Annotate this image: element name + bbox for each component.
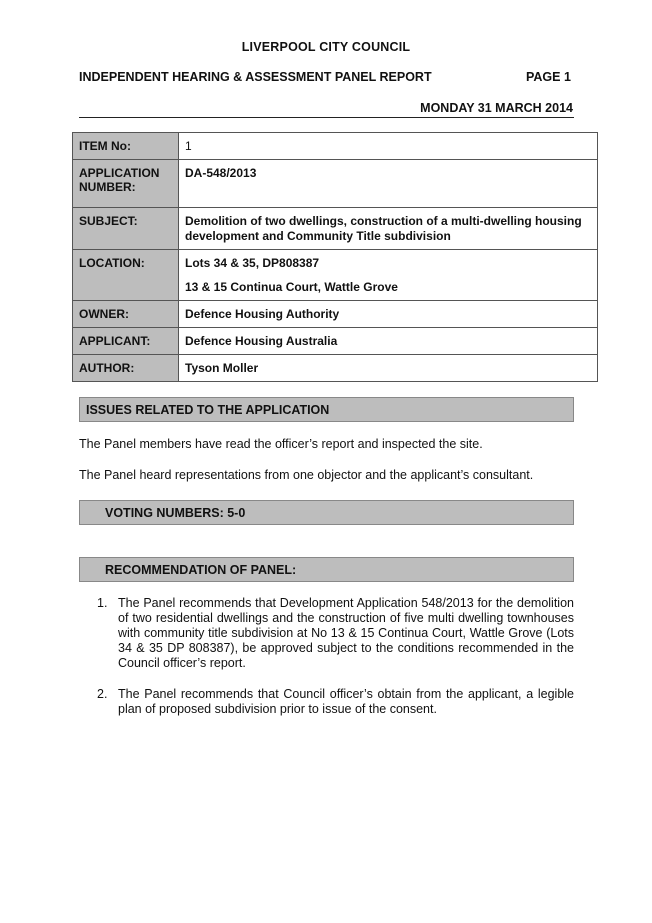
item-no-label: ITEM No: [73, 133, 179, 160]
table-row [73, 160, 598, 208]
issues-paragraph-1: The Panel members have read the officer’s report and inspected the site. [79, 437, 483, 451]
location-value [179, 250, 598, 301]
table-row [73, 208, 598, 250]
table-row [73, 301, 598, 328]
applicant-value: Defence Housing Australia [179, 328, 598, 355]
application-details-table [72, 132, 598, 382]
page-number: PAGE 1 [526, 70, 571, 84]
list-item-text: The Panel recommends that Council officer’s obtain from the applicant, a legible plan of proposed subdivision prior to issue of the consent. [118, 687, 574, 716]
item-no-value: 1 [179, 133, 598, 160]
subject-label: SUBJECT: [73, 208, 179, 250]
table-row [73, 250, 598, 301]
owner-label: OWNER: [73, 301, 179, 328]
issues-heading: ISSUES RELATED TO THE APPLICATION [79, 397, 574, 422]
issues-paragraph-2: The Panel heard representations from one objector and the applicant’s consultant. [79, 468, 534, 482]
voting-heading: VOTING NUMBERS: 5-0 [79, 500, 574, 525]
author-value: Tyson Moller [179, 355, 598, 382]
list-item-number: 2. [97, 687, 108, 701]
meeting-date: MONDAY 31 MARCH 2014 [420, 101, 573, 115]
report-title: INDEPENDENT HEARING & ASSESSMENT PANEL REPORT [79, 70, 432, 84]
table-row [73, 133, 598, 160]
application-number-label: APPLICATION NUMBER: [73, 160, 179, 208]
list-item [79, 687, 574, 717]
list-item-text: The Panel recommends that Development Application 548/2013 for the demolition of two residential dwellings and the construction of five multi dwelling townhouses with community title subdivision at No 13 & 15 Continua Court, Wattle Grove (Lots 34 & 35 DP 808387), be approved subject to the conditions recommended in the Council officer’s report. [118, 596, 574, 670]
table-row [73, 328, 598, 355]
list-item-number: 1. [97, 596, 108, 610]
council-name: LIVERPOOL CITY COUNCIL [241, 40, 411, 54]
applicant-label: APPLICANT: [73, 328, 179, 355]
application-number-value: DA-548/2013 [179, 160, 598, 208]
recommendation-list [79, 596, 574, 733]
table-row [73, 355, 598, 382]
location-address: 13 & 15 Continua Court, Wattle Grove [185, 280, 398, 294]
subject-value: Demolition of two dwellings, construction of a multi-dwelling housing development and Community Title subdivision [179, 208, 598, 250]
author-label: AUTHOR: [73, 355, 179, 382]
header-rule [79, 117, 574, 118]
owner-value: Defence Housing Authority [179, 301, 598, 328]
location-label: LOCATION: [73, 250, 179, 301]
list-item [79, 596, 574, 671]
location-lots: Lots 34 & 35, DP808387 [185, 256, 320, 270]
recommendation-heading: RECOMMENDATION OF PANEL: [79, 557, 574, 582]
